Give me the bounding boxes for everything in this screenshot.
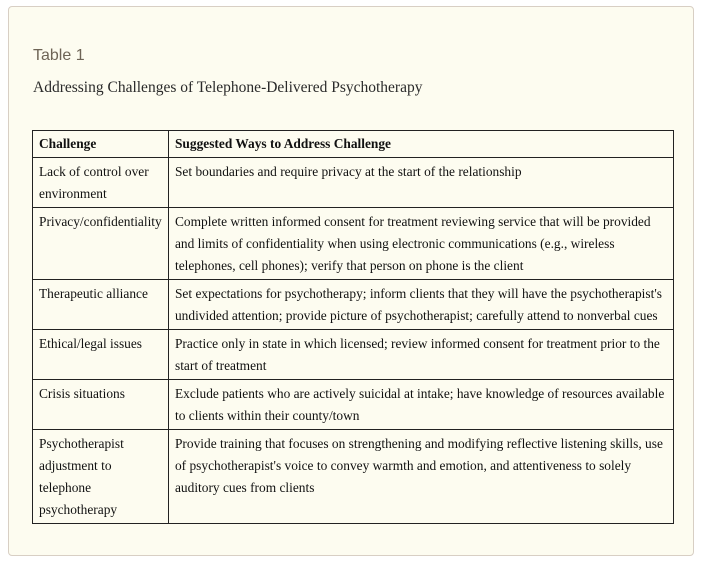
table-title: Addressing Challenges of Telephone-Delivered Psychotherapy — [33, 79, 423, 96]
column-header-suggestion: Suggested Ways to Address Challenge — [168, 131, 673, 158]
table-row — [33, 158, 674, 208]
table-header-row — [33, 131, 674, 158]
table-row — [33, 208, 674, 280]
challenge-cell: Privacy/confidentiality — [33, 208, 169, 280]
suggestion-cell: Set expectations for psychotherapy; inform clients that they will have the psychotherapist's undivided attention; provide picture of psychotherapist; carefully attend to nonverbal cues — [168, 280, 673, 330]
challenges-table — [32, 130, 674, 524]
challenge-cell: Lack of control over environment — [33, 158, 169, 208]
challenge-cell: Psychotherapist adjustment to telephone psychotherapy — [33, 430, 169, 524]
table-panel — [8, 6, 694, 556]
column-header-challenge: Challenge — [33, 131, 169, 158]
suggestion-cell: Complete written informed consent for treatment reviewing service that will be provided and limits of confidentiality when using electronic communications (e.g., wireless telephones, cell phones); verify that person on phone is the client — [168, 208, 673, 280]
challenge-cell: Crisis situations — [33, 380, 169, 430]
table-row — [33, 280, 674, 330]
table-row — [33, 430, 674, 524]
suggestion-cell: Set boundaries and require privacy at the start of the relationship — [168, 158, 673, 208]
challenge-cell: Ethical/legal issues — [33, 330, 169, 380]
table-row — [33, 380, 674, 430]
suggestion-cell: Exclude patients who are actively suicidal at intake; have knowledge of resources available to clients within their county/town — [168, 380, 673, 430]
suggestion-cell: Provide training that focuses on strengthening and modifying reflective listening skills, use of psychotherapist's voice to convey warmth and emotion, and attentiveness to solely auditory cues from clients — [168, 430, 673, 524]
challenge-cell: Therapeutic alliance — [33, 280, 169, 330]
table-row — [33, 330, 674, 380]
table-label: Table 1 — [33, 47, 85, 64]
suggestion-cell: Practice only in state in which licensed; review informed consent for treatment prior to the start of treatment — [168, 330, 673, 380]
